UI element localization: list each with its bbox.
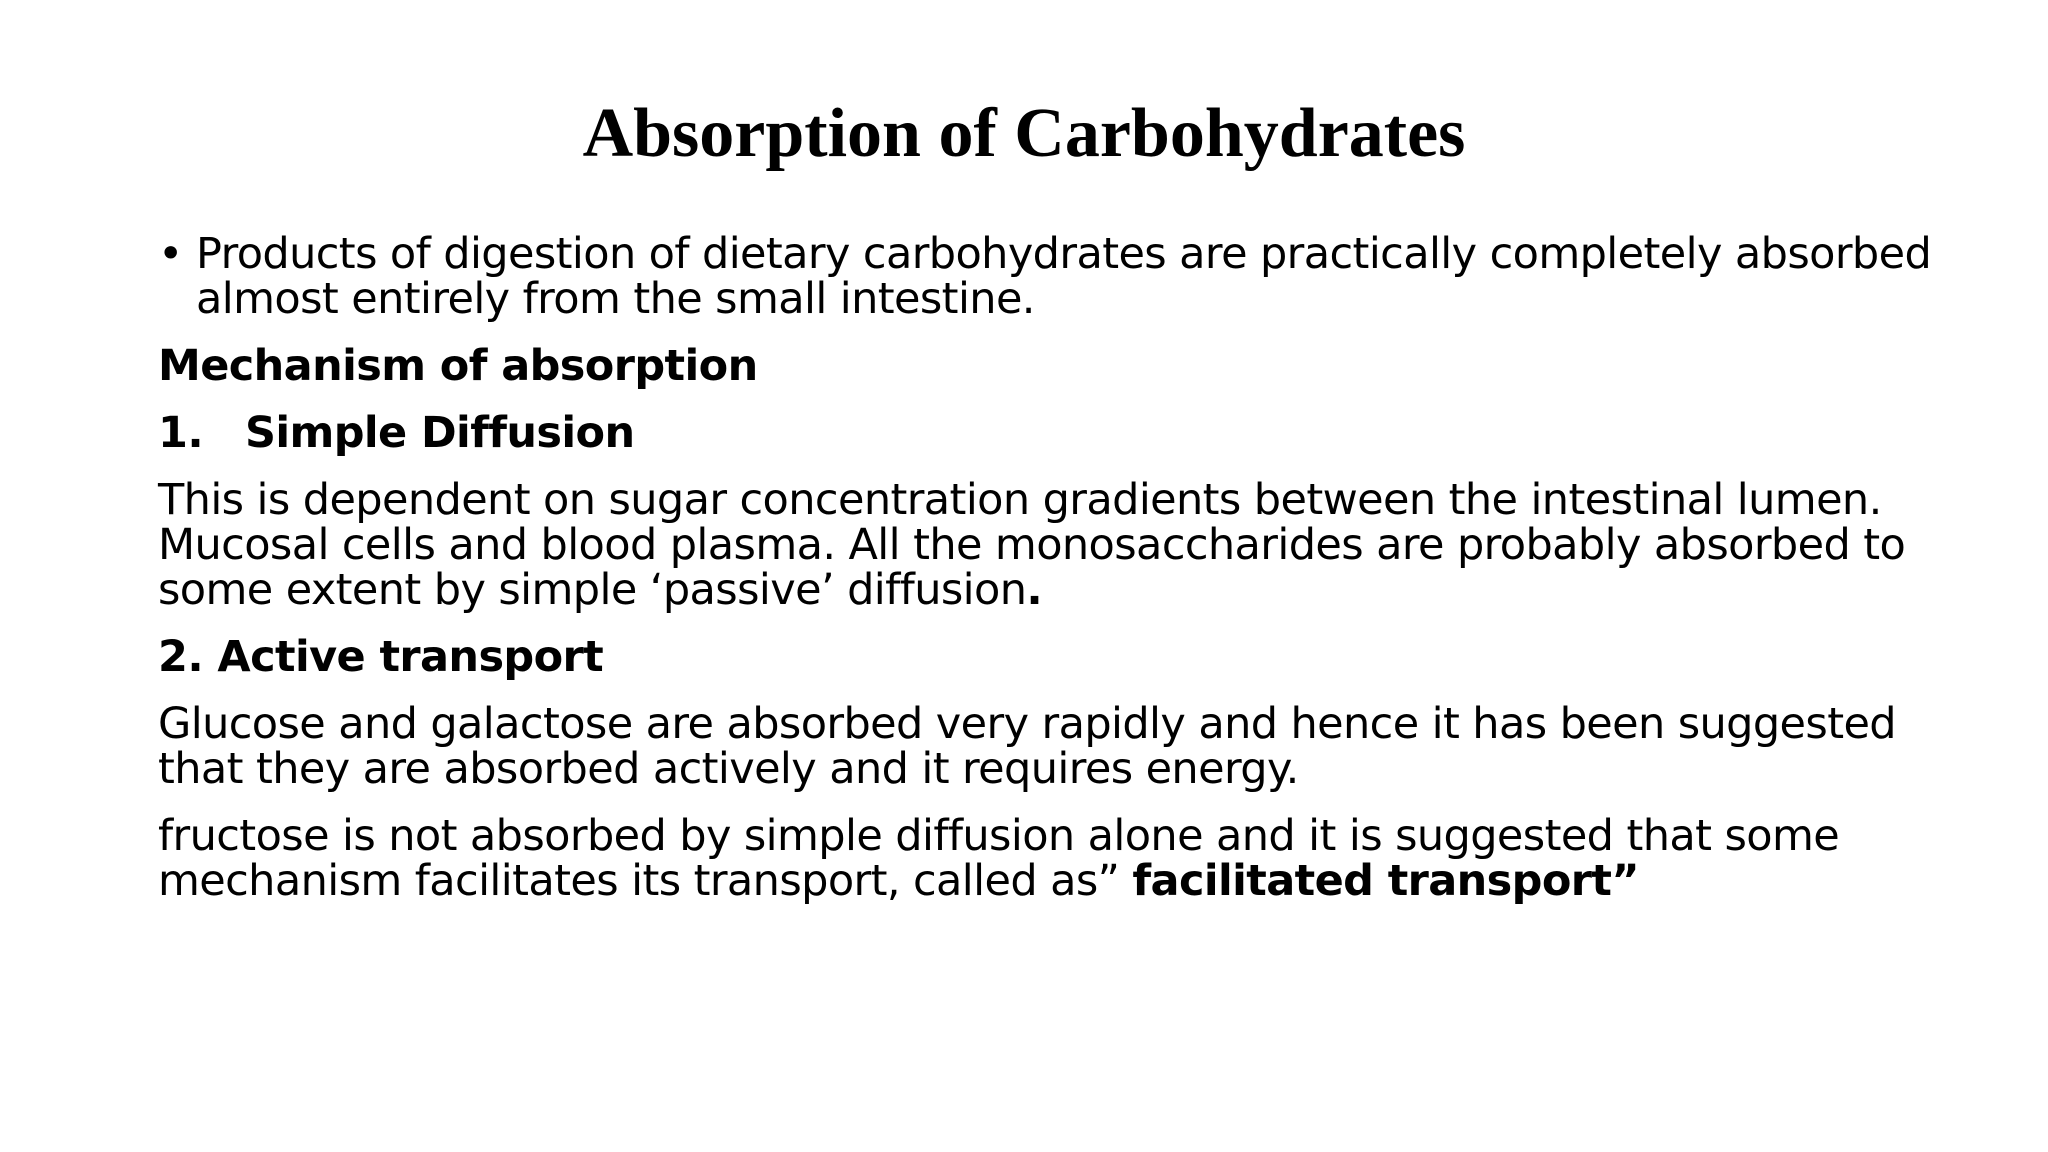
bullet-marker: • <box>158 229 183 279</box>
fructose-text: fructose is not absorbed by simple diffusion alone and it is suggested that some mechanism facilitates its transport, called as” <box>158 811 1840 906</box>
simple-diffusion-text: This is dependent on sugar concentration gradients between the intestinal lumen. Mucosal cells and blood plasma. All the monosaccharides are probably absorbed to some extent by simple ‘passive’ diffusion <box>158 475 1906 615</box>
active-transport-paragraph: Glucose and galactose are absorbed very rapidly and hence it has been suggested that they are absorbed actively and it requires energy. <box>158 699 1897 794</box>
simple-diffusion-paragraph <box>158 475 1938 615</box>
bullet-text: Products of digestion of dietary carbohydrates are practically completely absorbed almost entirely from the small intestine. <box>196 229 1932 324</box>
slide-title: Absorption of Carbohydrates <box>582 95 1466 172</box>
simple-diffusion-period: . <box>1026 565 1043 615</box>
facilitated-transport-term: facilitated transport” <box>1132 856 1640 906</box>
slide-body <box>158 229 1938 926</box>
simple-diffusion-number: 1. <box>158 408 204 458</box>
mechanism-heading: Mechanism of absorption <box>158 341 758 391</box>
bullet-item <box>158 229 1938 324</box>
simple-diffusion-heading-row <box>158 408 1938 458</box>
fructose-paragraph <box>158 811 1938 906</box>
simple-diffusion-heading: Simple Diffusion <box>245 408 635 458</box>
active-transport-heading: 2. Active transport <box>158 632 604 682</box>
